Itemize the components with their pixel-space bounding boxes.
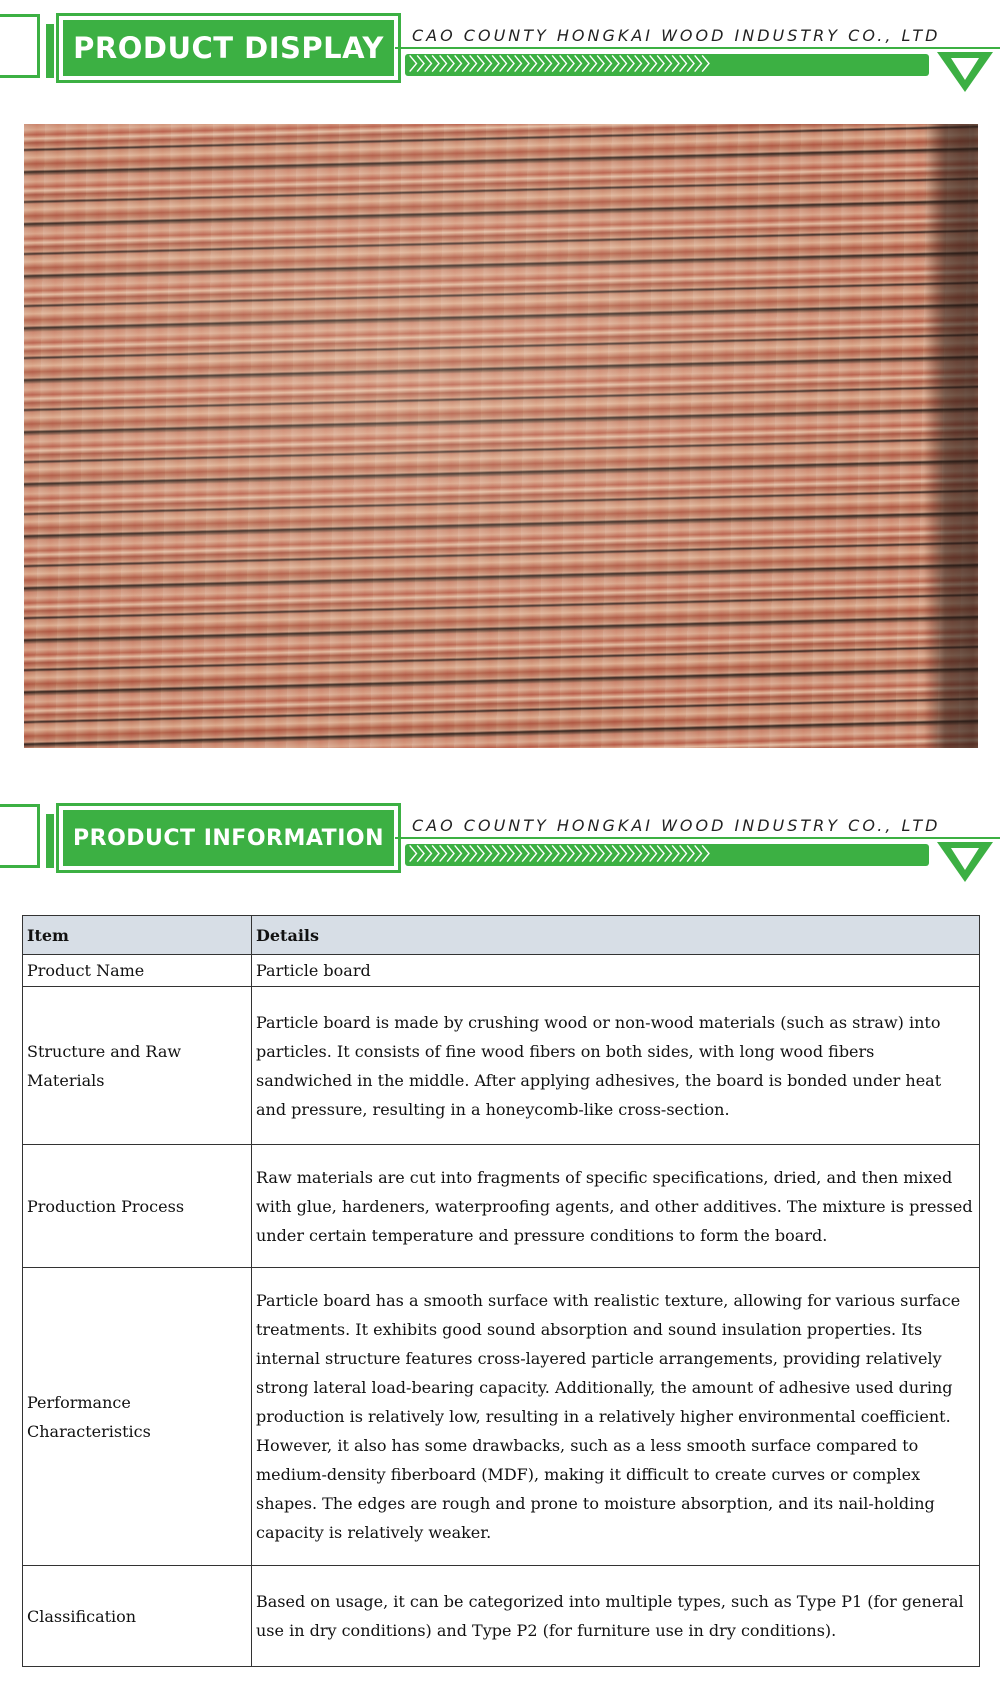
- table-row: [23, 1566, 980, 1667]
- arrow-stripe: 〉〉〉〉〉〉〉〉〉〉〉〉〉〉〉〉〉〉〉〉〉〉〉〉〉〉〉〉〉〉〉〉〉〉〉〉〉〉〉〉: [405, 54, 929, 76]
- product-info-table: [22, 915, 980, 1667]
- chevron-down-icon: [935, 840, 995, 884]
- company-name: CAO COUNTY HONGKAI WOOD INDUSTRY CO., LTD: [412, 816, 941, 835]
- photo-highlight: [24, 124, 978, 748]
- table-row: [23, 1268, 980, 1566]
- banner-bar-decoration: [46, 24, 54, 78]
- table-header-row: [23, 916, 980, 955]
- header-details: Details: [252, 916, 980, 955]
- row-item: Product Name: [23, 955, 252, 987]
- product-display-banner: [0, 0, 1000, 96]
- company-name: CAO COUNTY HONGKAI WOOD INDUSTRY CO., LTD: [412, 26, 941, 45]
- photo-shadow: [924, 124, 978, 748]
- row-item: Structure and Raw Materials: [23, 987, 252, 1145]
- banner-frame-decoration: [0, 804, 40, 868]
- section-title: PRODUCT DISPLAY: [63, 20, 394, 76]
- row-details: Based on usage, it can be categorized into multiple types, such as Type P1 (for general use in dry conditions) and Type P2 (for furniture use in dry conditions).: [252, 1566, 980, 1667]
- row-details: Particle board is made by crushing wood or non-wood materials (such as straw) into particles. It consists of fine wood fibers on both sides, with long wood fibers sandwiched in the middle. After applying adhesives, the board is bonded under heat and pressure, resulting in a honeycomb-like cross-section.: [252, 987, 980, 1145]
- row-item: Production Process: [23, 1145, 252, 1268]
- banner-divider: [395, 47, 1000, 49]
- arrow-stripe: 〉〉〉〉〉〉〉〉〉〉〉〉〉〉〉〉〉〉〉〉〉〉〉〉〉〉〉〉〉〉〉〉〉〉〉〉〉〉〉〉: [405, 844, 929, 866]
- table-row: [23, 1145, 980, 1268]
- row-item: Performance Characteristics: [23, 1268, 252, 1566]
- table-row: [23, 987, 980, 1145]
- table-row: [23, 955, 980, 987]
- row-details: Particle board has a smooth surface with realistic texture, allowing for various surface treatments. It exhibits good sound absorption and sound insulation properties. Its internal structure features cross-layered particle arrangements, providing relatively strong lateral load-bearing capacity. Additionally, the amount of adhesive used during production is relatively low, resulting in a relatively higher environmental coefficient. However, it also has some drawbacks, such as a less smooth surface compared to medium-density fiberboard (MDF), making it difficult to create curves or complex shapes. The edges are rough and prone to moisture absorption, and its nail-holding capacity is relatively weaker.: [252, 1268, 980, 1566]
- row-details: Particle board: [252, 955, 980, 987]
- chevron-down-icon: [935, 50, 995, 94]
- header-item: Item: [23, 916, 252, 955]
- banner-bar-decoration: [46, 814, 54, 868]
- row-item: Classification: [23, 1566, 252, 1667]
- particle-board-photo: [24, 124, 978, 748]
- row-details: Raw materials are cut into fragments of specific specifications, dried, and then mixed with glue, hardeners, waterproofing agents, and other additives. The mixture is pressed under certain temperature and pressure conditions to form the board.: [252, 1145, 980, 1268]
- banner-frame-decoration: [0, 14, 40, 78]
- product-information-banner: [0, 790, 1000, 886]
- banner-divider: [395, 837, 1000, 839]
- section-title: PRODUCT INFORMATION: [63, 810, 394, 866]
